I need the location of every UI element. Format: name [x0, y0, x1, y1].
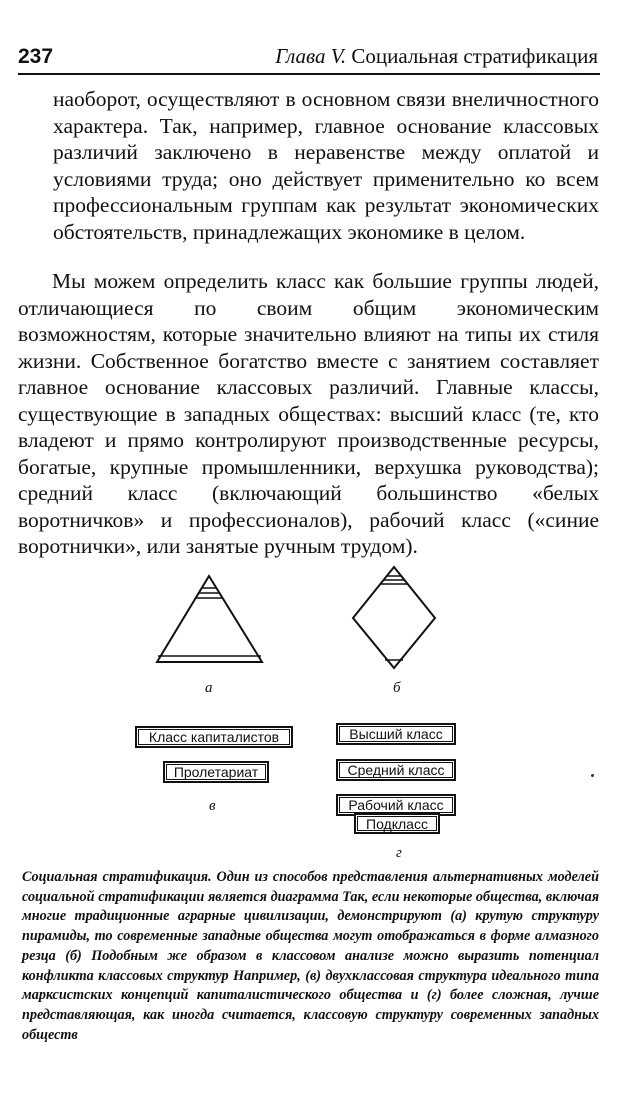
figure-label-b: б	[393, 680, 401, 696]
pyramid-diagram	[150, 572, 266, 668]
underclass-box: Подкласс	[354, 813, 440, 834]
chapter-title: Социальная стратификация	[351, 44, 598, 68]
body-paragraph-1: наоборот, осуществляют в основном связи внеличностного характера. Так, например, главное основание классовых различий заключено в неравенстве между оплатой и условиями труда; оно действует применительно ко всем профессиональным группам как результат экономических обстоятельств, принадлежащих экономике в целом.	[53, 87, 599, 244]
page-number: 237	[18, 45, 54, 68]
figure-label-g: г	[396, 845, 402, 861]
caption-title: Социальная стратификация.	[22, 869, 212, 885]
figure-label-v: в	[209, 798, 216, 814]
middle-class-box: Средний класс	[336, 759, 456, 781]
upper-class-box: Высший класс	[336, 723, 456, 745]
caption-text: Один из способов представления альтернативных моделей социальной стратификации является диаграмма Так, если некоторые общества, включая многие традиционные аграрные цивилизации, демонстрируют (а) крутую структуру пирамиды, то современные западные общества могут отображаться в форме алмазного резца (б) Подобным же образом в классовом анализе можно выразить потенциал конфликта классовых структур Например, (в) двухклассовая структура идеального типа марксистских концепций капиталистического общества и (г) более сложная, лучше представляющая, как иногда считается, классовую структуру современных западных обществ	[22, 869, 599, 1043]
figure-caption	[22, 868, 599, 1045]
body-paragraph-2: Мы можем определить класс как большие группы людей, отличающиеся по своим общим экономическим возможностям, которые значительно влияют на типы их стиля жизни. Собственное богатство вместе с занятием составляет главное основание классовых различий. Главные классы, существующие в западных обществах: высший класс (те, кто владеют и прямо контролируют производственные ресурсы, богатые, крупные промышленники, верхушка руководства); средний класс (включающий большинство «белых воротничков» и профессионалов), рабочий класс («синие воротнички», или занятые ручным трудом).	[18, 269, 599, 558]
scan-speck	[591, 774, 594, 777]
capitalist-class-box: Класс капиталистов	[135, 726, 293, 748]
working-class-box: Рабочий класс	[336, 794, 456, 816]
running-header	[18, 44, 598, 74]
diamond-diagram	[349, 564, 439, 672]
chapter-label: Глава V.	[275, 44, 347, 68]
header-rule	[18, 73, 600, 75]
proletariat-box: Пролетариат	[163, 761, 269, 783]
figure-label-a: а	[205, 680, 213, 696]
running-title	[275, 44, 598, 69]
